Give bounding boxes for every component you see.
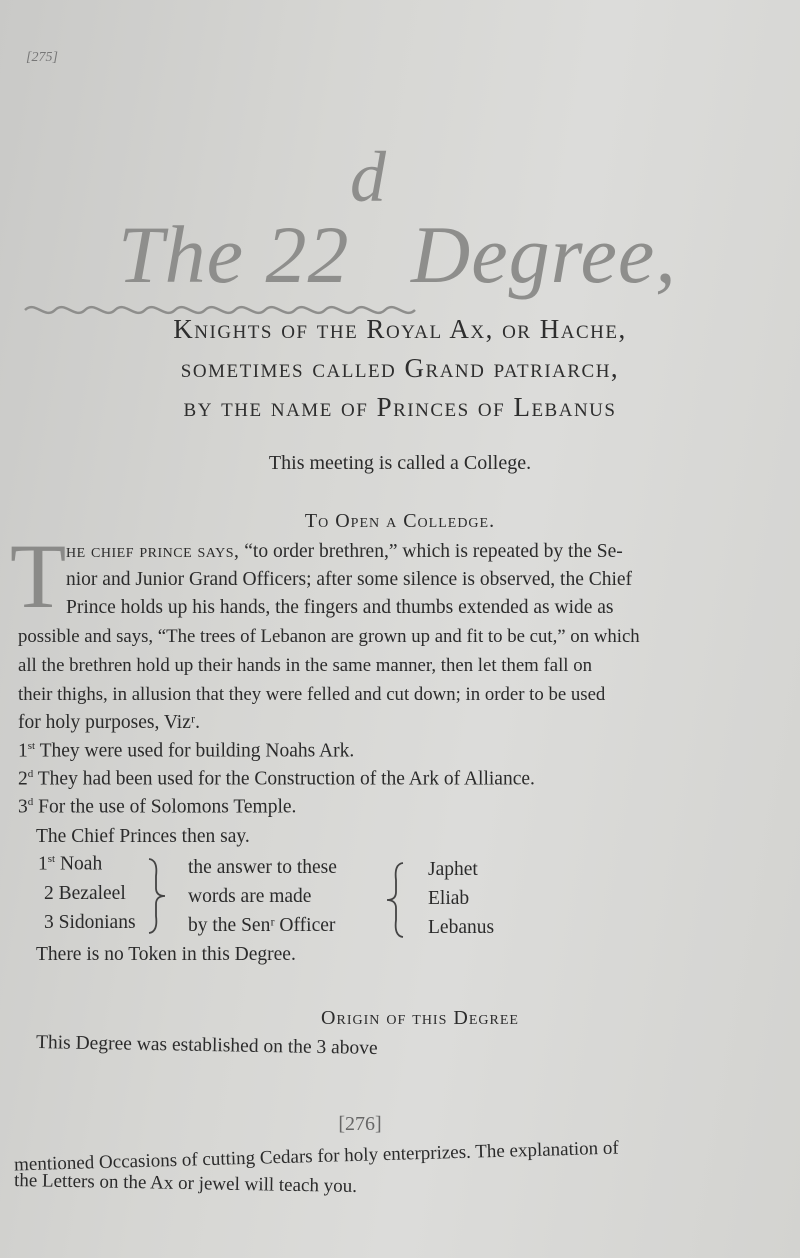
paragraph-line: possible and says, “The trees of Lebanon are grown up and fit to be cut,” on which	[18, 626, 640, 647]
section-heading-origin: Origin of this Degree	[321, 1007, 519, 1029]
word-left: 3 Sidonians	[44, 912, 136, 933]
numbered-use: 1st They were used for building Noahs Ark.	[18, 740, 355, 762]
subtitle-line: sometimes called Grand patriarch,	[180, 353, 620, 383]
continuation-line: mentioned Occasions of cutting Cedars for holy enterprizes. The explanation of	[13, 1137, 619, 1176]
paragraph-line: their thighs, in allusion that they were felled and cut down; in order to be used	[18, 684, 606, 705]
degree-title	[0, 90, 800, 300]
paragraph-line: Prince holds up his hands, the fingers and thumbs extended as wide as	[66, 597, 614, 618]
subtitle-line: Knights of the Royal Ax, or Hache,	[173, 314, 627, 344]
numbered-use: 2$^d$ They had been used for the Construction of the Ark of Alliance.	[18, 768, 535, 790]
drop-cap: T	[10, 525, 67, 627]
origin-line: This Degree was established on the 3 above	[35, 1032, 378, 1059]
paragraph-line: all the brethren hold up their hands in the same manner, then let them fall on	[18, 655, 592, 676]
page-number: [276]	[338, 1113, 382, 1135]
word-left: 2 Bezaleel	[44, 883, 126, 904]
section-heading-open: To Open a Colledge.	[304, 510, 496, 532]
subtitle-line: by the name of Princes of Lebanus	[183, 392, 617, 422]
paragraph-line: he chief prince says, “to order brethren,” which is repeated by the Se-	[66, 541, 623, 562]
title-prefix: The 22	[118, 209, 350, 300]
title-text	[118, 137, 677, 302]
word-left: 1st Noah	[38, 853, 103, 875]
answer-line: the answer to these	[188, 857, 337, 878]
degree-subtitle	[0, 310, 800, 427]
left-brace	[146, 856, 168, 936]
title-suffix: Degree,	[389, 209, 677, 300]
right-brace	[384, 860, 406, 940]
numbered-use: 3$^d$ For the use of Solomons Temple.	[18, 796, 297, 818]
word-right: Japhet	[428, 859, 478, 880]
paragraph-line: nior and Junior Grand Officers; after some silence is observed, the Chief	[66, 569, 633, 590]
answer-line: words are made	[188, 886, 312, 907]
chief-princes-line: The Chief Princes then say.	[36, 826, 250, 847]
no-token-line: There is no Token in this Degree.	[36, 944, 296, 965]
meeting-line: This meeting is called a College.	[268, 452, 532, 474]
page-marker: [275]	[26, 50, 58, 65]
paragraph-line: for holy purposes, Vizʳ.	[18, 712, 200, 733]
continuation-line: the Letters on the Ax or jewel will teach you.	[13, 1170, 358, 1197]
answer-line: by the Senʳ Officer	[188, 915, 336, 936]
word-right: Lebanus	[428, 917, 495, 938]
word-right: Eliab	[428, 888, 470, 909]
title-superscript: d	[350, 137, 387, 217]
